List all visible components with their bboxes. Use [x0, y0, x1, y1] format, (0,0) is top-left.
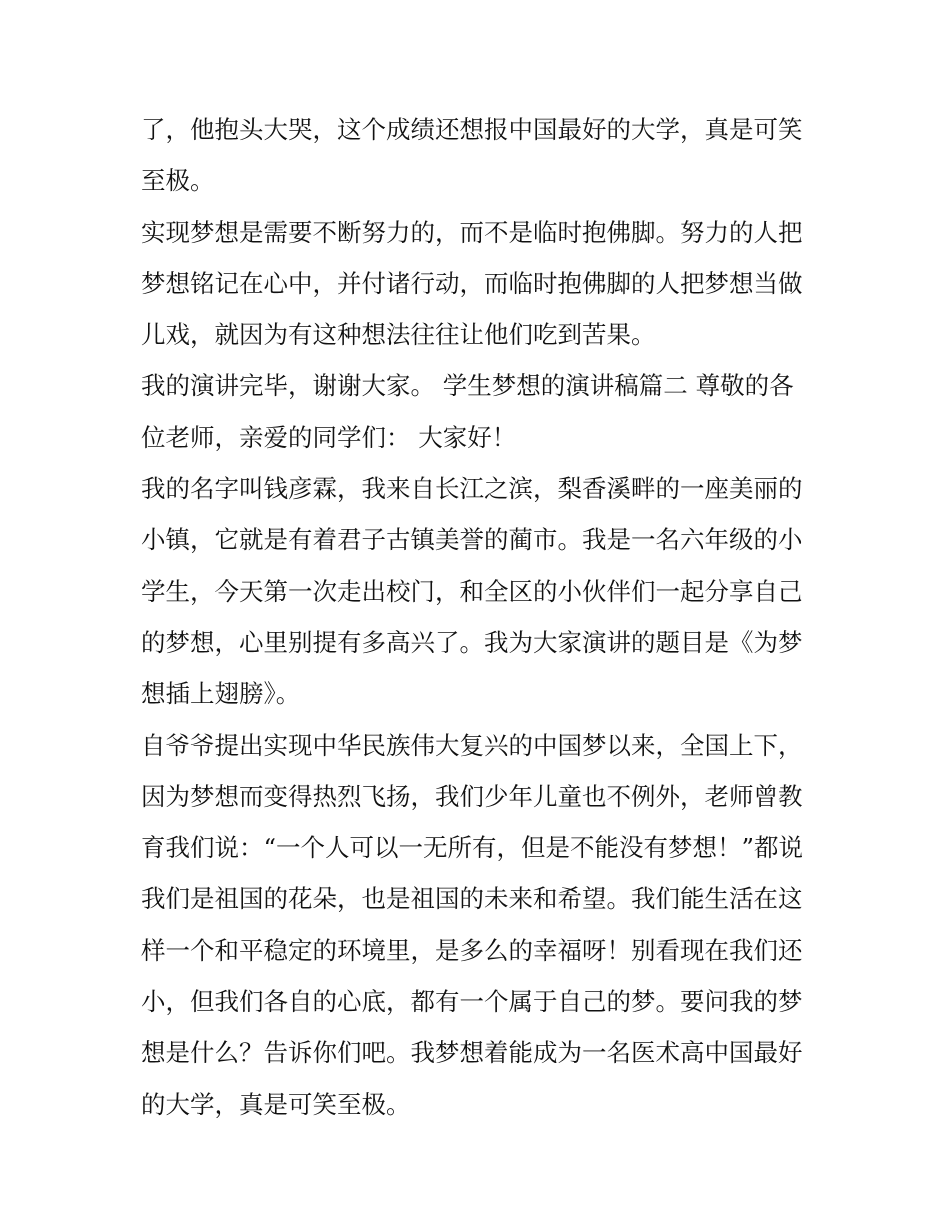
text-line: 实现梦想是需要不断努力的，而不是临时抱佛脚。努力的人把 [141, 217, 803, 247]
text-line: 因为梦想而变得热烈飞扬，我们少年儿童也不例外，老师曾教 [141, 781, 803, 811]
text-line: 位老师，亲爱的同学们： 大家好！ [141, 422, 517, 452]
text-line: 了，他抱头大哭，这个成绩还想报中国最好的大学，真是可笑 [141, 115, 803, 144]
text-line: 学生，今天第一次走出校门，和全区的小伙伴们一起分享自己 [141, 576, 803, 606]
text-line: 想是什么？告诉你们吧。我梦想着能成为一名医术高中国最好 [141, 1038, 803, 1068]
text-line: 至极。 [141, 166, 215, 196]
text-line: 自爷爷提出实现中华民族伟大复兴的中国梦以来，全国上下， [141, 730, 803, 760]
text-line: 育我们说：“一个人可以一无所有，但是不能没有梦想！”都说 [141, 833, 804, 863]
text-line: 梦想铭记在心中，并付诸行动，而临时抱佛脚的人把梦想当做 [141, 268, 803, 298]
document-body [141, 104, 821, 1130]
text-line: 样一个和平稳定的环境里，是多么的幸福呀！别看现在我们还 [141, 935, 803, 965]
text-line: 的大学，真是可笑至极。 [141, 1089, 411, 1119]
text-line: 儿戏，就因为有这种想法往往让他们吃到苦果。 [141, 320, 656, 350]
text-line: 想插上翅膀》。 [141, 679, 301, 709]
text-line: 我们是祖国的花朵，也是祖国的未来和希望。我们能生活在这 [141, 884, 803, 914]
text-line: 我的演讲完毕，谢谢大家。 学生梦想的演讲稿篇二 尊敬的各 [141, 371, 794, 401]
text-line: 我的名字叫钱彦霖，我来自长江之滨，梨香溪畔的一座美丽的 [141, 474, 803, 504]
text-line: 小镇，它就是有着君子古镇美誉的蔺市。我是一名六年级的小 [141, 525, 803, 555]
text-line: 的梦想，心里别提有多高兴了。我为大家演讲的题目是《为梦 [141, 627, 803, 657]
text-line: 小，但我们各自的心底，都有一个属于自己的梦。要问我的梦 [141, 987, 803, 1017]
